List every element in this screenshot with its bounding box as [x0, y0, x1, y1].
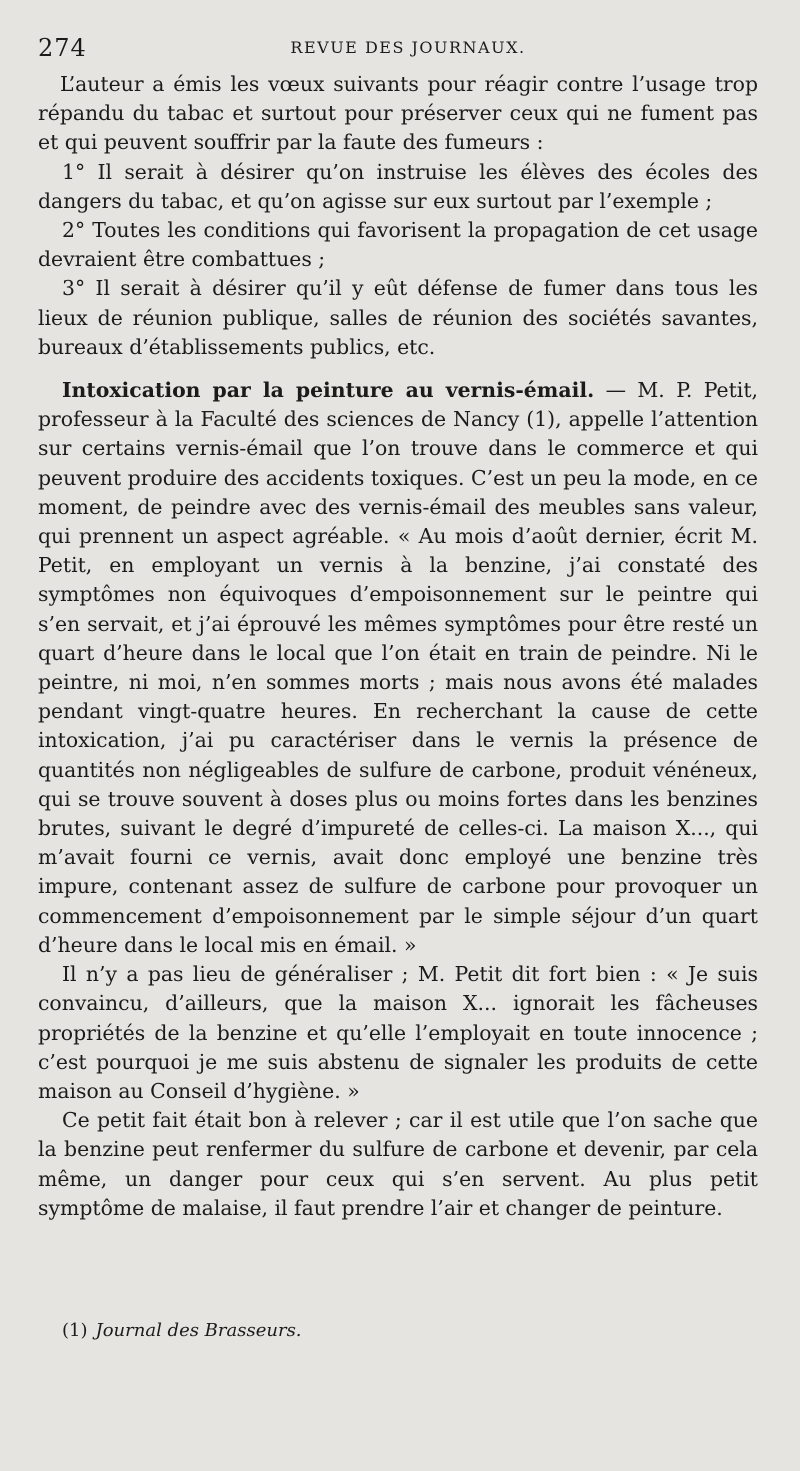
article-paragraph	[38, 376, 758, 960]
footnote	[62, 1320, 302, 1341]
paragraph: 1° Il serait à désirer qu’on instruise les élèves des écoles des dangers du tabac, et qu’on agisse sur eux surtout par l’exemple ;	[38, 159, 758, 213]
paragraph: L’auteur a émis les vœux suivants pour réagir contre l’usage trop répandu du tabac et surtout pour préserver ceux qui ne fument pas et qui peuvent souffrir par la faute des fumeurs :	[38, 72, 758, 155]
page-number: 274	[38, 34, 87, 62]
paragraph: Ce petit fait était bon à relever ; car il est utile que l’on sache que la benzine peut renfermer du sulfure de carbone et devenir, par cela même, un danger pour ceux qui s’en servent. Au plus petit symptôme de malaise, il faut prendre l’air et changer de peinture.	[38, 1108, 758, 1220]
paragraph: 2° Toutes les conditions qui favorisent la propagation de cet usage devraient être combattues ;	[38, 218, 758, 272]
article-lead: — M. P. Petit, professeur à la Faculté des sciences de Nancy (1), appelle l’attention sur certains vernis-émail que l’on trouve dans le commerce et qui peuvent produire des accidents toxiques. C’est un peu la mode, en ce moment, de peindre avec des vernis-émail des meubles sans valeur, qui prennent un aspect agréable. « Au mois d’août dernier, écrit M. Petit, en employant un vernis à la benzine, j’ai constaté des symptômes non équivoques d’empoisonnement sur le peintre qui s’en servait, et j’ai éprouvé les mêmes symptômes pour être resté un quart d’heure dans le local que l’on était en train de peindre. Ni le peintre, ni moi, n’en sommes morts ; mais nous avons été malades pendant vingt-quatre heures. En recherchant la cause de cette intoxication, j’ai pu caractériser dans le vernis la présence de quantités non négligeables de sulfure de carbone, produit vénéneux, qui se trouve souvent à doses plus ou moins fortes dans les benzines brutes, suivant le degré d’impureté de celles-ci. La maison X..., qui m’avait fourni ce vernis, avait donc employé une benzine très impure, contenant assez de sulfure de carbone pour provoquer un commencement d’empoisonnement par le simple séjour d’un quart d’heure dans le local mis en émail. »	[38, 378, 758, 957]
footnote-marker: (1)	[62, 1320, 88, 1341]
footnote-source: Journal des Brasseurs.	[95, 1320, 302, 1341]
article-title: Intoxication par la peinture au vernis-émail.	[62, 378, 595, 403]
running-head: REVUE DES JOURNAUX.	[290, 38, 526, 57]
page-header	[38, 34, 778, 64]
body-text	[38, 70, 758, 1223]
paragraph: Il n’y a pas lieu de généraliser ; M. Petit dit fort bien : « Je suis convaincu, d’ailleurs, que la maison X... ignorait les fâcheuses propriétés de la benzine et qu’elle l’employait en toute innocence ; c’est pourquoi je me suis abstenu de signaler les produits de cette maison au Conseil d’hygiène. »	[38, 962, 758, 1103]
paragraph: 3° Il serait à désirer qu’il y eût défense de fumer dans tous les lieux de réunion publique, salles de réunion des sociétés savantes, bureaux d’établissements publics, etc.	[38, 276, 758, 359]
